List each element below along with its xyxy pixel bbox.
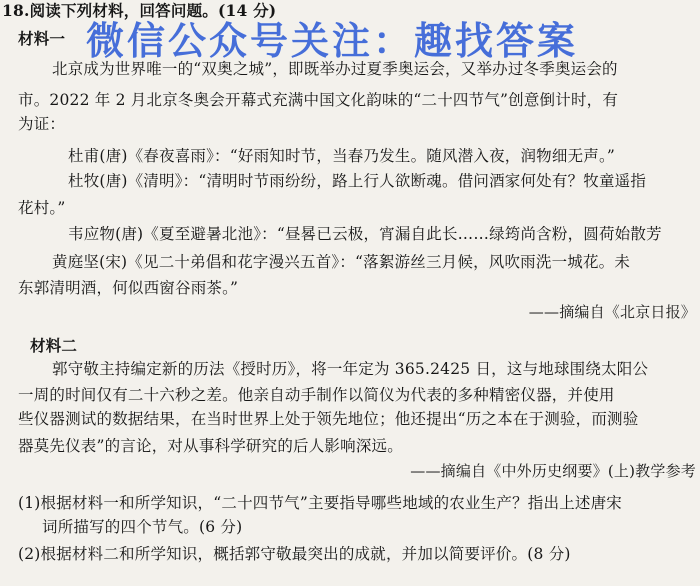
- sub-question-1-cont: 词所描写的四个节气。(6 分): [42, 518, 243, 536]
- material-one-line: 市。2022 年 2 月北京冬奥会开幕式充满中国文化韵味的“二十四节气”创意倒计时，有: [18, 91, 619, 109]
- material-one-title: 材料一: [18, 29, 66, 48]
- material-one-line: 杜牧(唐)《清明》：“清明时节雨纷纷，路上行人欲断魂。借问酒家何处有？牧童遥指: [68, 172, 647, 190]
- material-two-line: 些仪器测试的数据结果，在当时世界上处于领先地位；他还提出“历之本在于测验，而测验: [18, 410, 639, 428]
- question-header: 18.阅读下列材料，回答问题。(14 分): [2, 1, 277, 20]
- material-two-line: 一周的时间仅有二十六秒之差。他亲自动手制作以简仪为代表的多种精密仪器，并使用: [18, 386, 615, 404]
- material-two-line: 器莫先仪表”的言论，对从事科学研究的后人影响深远。: [18, 437, 403, 455]
- material-one-line: 花村。”: [18, 199, 66, 217]
- material-two-line: 郭守敬主持编定新的历法《授时历》，将一年定为 365.2425 日，这与地球围绕太阳公: [52, 360, 649, 378]
- material-one-line: 北京成为世界唯一的“双奥之城”，即既举办过夏季奥运会，又举办过冬季奥运会的: [52, 60, 618, 78]
- sub-question-1: (1)根据材料一和所学知识，“二十四节气”主要指导哪些地域的农业生产？指出上述唐宋: [18, 494, 623, 512]
- material-one-line: 杜甫(唐)《春夜喜雨》：“好雨知时节，当春乃发生。随风潜入夜，润物细无声。”: [68, 147, 616, 165]
- material-one-line: 黄庭坚(宋)《见二十弟倡和花字漫兴五首》：“落絮游丝三月候，风吹雨洗一城花。未: [52, 253, 631, 271]
- sub-question-2: (2)根据材料二和所学知识，概括郭守敬最突出的成就，并加以简要评价。(8 分): [18, 545, 571, 563]
- material-one-line: 东郭清明酒，何似西窗谷雨茶。”: [18, 279, 239, 297]
- material-one-source: ——摘编自《北京日报》: [528, 303, 696, 321]
- watermark-text: 微信公众号关注：趣找答案: [86, 19, 579, 63]
- material-one-line: 韦应物(唐)《夏至避暑北池》：“昼晷已云极，宵漏自此长……绿筠尚含粉，圆荷始散芳: [68, 225, 662, 243]
- material-one-line: 为证：: [18, 115, 66, 133]
- material-two-source: ——摘编自《中外历史纲要》(上)教学参考: [410, 462, 696, 480]
- material-two-title: 材料二: [30, 336, 78, 355]
